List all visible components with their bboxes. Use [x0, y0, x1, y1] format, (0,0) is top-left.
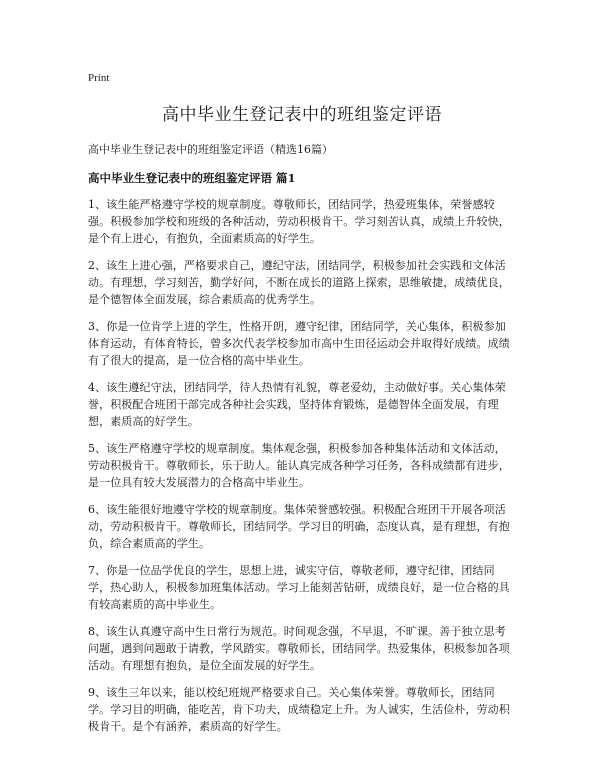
page-title: 高中毕业生登记表中的班组鉴定评语 — [162, 105, 442, 125]
comment-paragraph-3: 3、你是一位肯学上进的学生，性格开朗，遵守纪律，团结同学，关心集体，积极参加体育运动，有体育特长，曾多次代表学校参加市高中生田径运动会并取得好成绩。成绩有了很大的提高，是一位合格的高中毕业生。 — [88, 320, 510, 367]
document-page — [88, 72, 516, 745]
comment-paragraph-8: 8、该生认真遵守高中生日常行为规范。时间观念强，不早退，不旷课。善于独立思考问题，遇到问题敢于请教，学风踏实。尊敬师长，团结同学。热爱集体，积极参加各项活动。有理想有抱负，是位全面发展的好学生。 — [88, 625, 510, 672]
comment-paragraph-4: 4、该生遵纪守法，团结同学，待人热情有礼貌，尊老爱幼，主动做好事。关心集体荣誉，积极配合班团干部完成各种社会实践，坚持体育锻炼，是德智体全面发展，有理想，素质高的好学生。 — [88, 381, 506, 428]
comment-paragraph-1: 1、该生能严格遵守学校的规章制度。尊敬师长，团结同学，热爱班集体，荣誉感较强。积极参加学校和班级的各种活动，劳动积极肯干。学习刻苦认真，成绩上升较快，是个有上进心，有抱负，全面素质高的好学生。 — [88, 198, 510, 245]
section-heading: 高中毕业生登记表中的班组鉴定评语 篇1 — [88, 171, 296, 185]
comment-paragraph-5: 5、该生严格遵守学校的规章制度。集体观念强，积极参加各种集体活动和文体活动，劳动积极肯干。尊敬师长，乐于助人。能认真完成各种学习任务，各科成绩都有进步，是一位具有较大发展潜力的合格高中毕业生。 — [88, 442, 510, 489]
document-subtitle: 高中毕业生登记表中的班组鉴定评语（精选16篇） — [88, 143, 333, 156]
comment-paragraph-2: 2、该生上进心强，严格要求自己，遵纪守法，团结同学，积极参加社会实践和文体活动。有理想，学习刻苦，勤学好问，不断在成长的道路上探索，思维敏捷，成绩优良，是个德智体全面发展，综合素质高的优秀学生。 — [88, 259, 510, 306]
print-link[interactable]: Print — [88, 72, 110, 84]
comment-paragraph-9: 9、该生三年以来，能以校纪班规严格要求自己。关心集体荣誉。尊敬师长，团结同学。学习目的明确，能吃苦，肯下功夫，成绩稳定上升。为人诚实，生活俭朴，劳动积极肯干。是个有涵养，素质高的好学生。 — [88, 686, 510, 733]
comment-list — [88, 196, 516, 735]
comment-paragraph-6: 6、该生能很好地遵守学校的规章制度。集体荣誉感较强。积极配合班团干开展各项活动，劳动积极肯干。尊敬师长，团结同学。学习目的明确，态度认真，是有理想，有抱负，综合素质高的学生。 — [88, 503, 510, 550]
comment-paragraph-7: 7、你是一位品学优良的学生，思想上进，诚实守信，尊敬老师，遵守纪律，团结同学，热心助人，积极参加班集体活动。学习上能刻苦钻研，成绩良好，是一位合格的具有较高素质的高中毕业生。 — [88, 564, 510, 611]
